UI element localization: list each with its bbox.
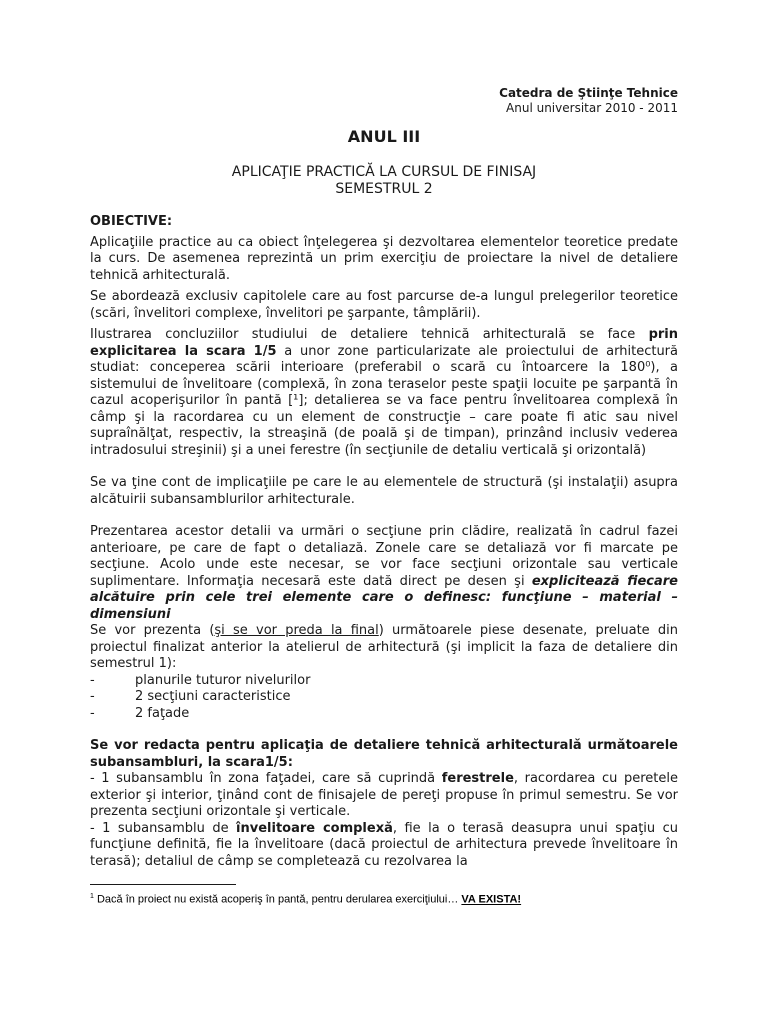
presentation-emphasis: explicitează fiecare alcătuire prin cele trei elemente care o definesc: funcţiune – material – dimensiuni: [90, 573, 678, 622]
drawings-list: [90, 673, 678, 723]
roof-text-rest: , fie la o terasă deasupra unui spaţiu cu funcţiune definită, fie la învelitoare (dacă proiectul de arhitectura prevede învelitoare în terasă); detaliul de câmp se completează cu rezolvarea la: [90, 820, 678, 869]
paragraph-purpose: Aplicaţiile practice au ca obiect înţelegerea şi dezvoltarea elementelor teoretice predate la curs. De asemenea reprezintă un prim exerciţiu de proiectare la nivel de detaliere tehnică arhitecturală.: [90, 234, 678, 283]
objectives-heading: OBIECTIVE:: [90, 214, 173, 229]
facade-text-rest: , racordarea cu peretele exterior şi interior, ţinând cont de finisajele de pereţi propuse în primul semestru. Se vor prezenta secţiuni orizontale şi verticale.: [90, 771, 678, 819]
subassemblies-heading: Se vor redacta pentru aplicaţia de detaliere tehnică arhitecturală următoarele subansambluri, la scara1/5:: [90, 738, 678, 770]
footnote: [90, 890, 678, 907]
paragraph-illustration: [90, 327, 678, 459]
list-dash: -: [90, 689, 95, 704]
scale-emphasis: prin explicitarea la scara 1/5: [90, 327, 678, 359]
submit-at-end-note: şi se vor preda la final: [214, 623, 379, 638]
footnote-area: [90, 884, 678, 907]
windows-emphasis: ferestrele: [441, 771, 514, 786]
document-page: [90, 86, 678, 870]
drawings-text-rest: ) următoarele piese desenate, preluate din proiectul finalizat anterior la atelierul de arhitectură (şi implicit la faza de detaliere din semestrul 1):: [90, 623, 678, 671]
subassembly-item-facade: [90, 771, 678, 821]
list-item: [90, 706, 678, 723]
drawings-text-start: Se vor prezenta (: [90, 623, 215, 638]
paragraph-scope: Se abordează exclusiv capitolele care au fost parcurse de-a lungul prelegerilor teoretice (scări, învelitori complexe, învelitori pe şarpante, tâmplării).: [90, 289, 678, 321]
footnote-separator: [90, 884, 236, 885]
list-item: [90, 689, 678, 706]
complex-roof-emphasis: învelitoare complexă: [236, 820, 393, 836]
list-dash: -: [90, 705, 95, 721]
list-item-text: 2 faţade: [135, 705, 190, 721]
paragraph-structure: Se va ţine cont de implicaţiile pe care le au elementele de structură (şi instalaţii) asupra alcătuirii subansamblurilor arhitecturale.: [90, 475, 678, 507]
document-title: [90, 164, 678, 198]
document-header: [90, 86, 678, 116]
department-name: Catedra de Ştiinţe Tehnice: [499, 86, 678, 100]
illustration-text-start: Ilustrarea concluziilor studiului de detaliere tehnică arhitecturală se face: [90, 327, 649, 342]
paragraph-drawings: [90, 623, 678, 673]
subassembly-item-roof: [90, 821, 678, 871]
footnote-mark: 1: [90, 893, 94, 900]
list-item-text: planurile tuturor nivelurilor: [135, 672, 311, 688]
academic-year: Anul universitar 2010 - 2011: [506, 101, 678, 115]
paragraph-presentation: [90, 524, 678, 623]
list-dash: -: [90, 672, 95, 688]
footnote-emphasis: VA EXISTA!: [461, 893, 522, 906]
footnote-text: Dacă în proiect nu există acoperiş în pantă, pentru derularea exerciţiului…: [93, 893, 462, 906]
list-item-text: 2 secţiuni caracteristice: [135, 689, 291, 704]
title-line-1: APLICAŢIE PRACTICĂ LA CURSUL DE FINISAJ: [231, 164, 537, 180]
list-item: [90, 673, 678, 690]
presentation-text: Prezentarea acestor detalii va urmări o secţiune prin clădire, realizată în cadrul fazei anterioare, pe care de fapt o detaliază. Zonele care se detaliază vor fi marcate pe secţiune. Acolo unde este necesar, se vor face secţiuni orizontale sau verticale suplimentare. Informaţia necesară este dată direct pe desen şi: [90, 524, 678, 589]
facade-text-start: - 1 subansamblu în zona faţadei, care să cuprindă: [90, 771, 442, 786]
illustration-text-rest: a unor zone particularizate ale proiectului de arhitectură studiat: conceperea scării interioare (preferabil o scară cu întoarcere la 180⁰), a sistemului de învelitoare (complexă, în zona teraselor peste spaţii locuite pe şarpantă în cazul acoperişurilor în pantă [¹]; detalierea se va face pentru învelitoarea complexă în câmp şi la racordarea cu un element de construcţie – care poate fi atic sau nivel supraînălţat, respectiv, la streaşină (de poală şi de timpan), prinzând inclusiv vederea intradosului streşinii) şi a unei ferestre (în secţiunile de detaliu verticală şi orizontală): [90, 343, 678, 458]
year-title: ANUL III: [347, 127, 421, 146]
title-line-2: SEMESTRUL 2: [335, 181, 433, 197]
roof-text-start: - 1 subansamblu de: [90, 820, 237, 836]
